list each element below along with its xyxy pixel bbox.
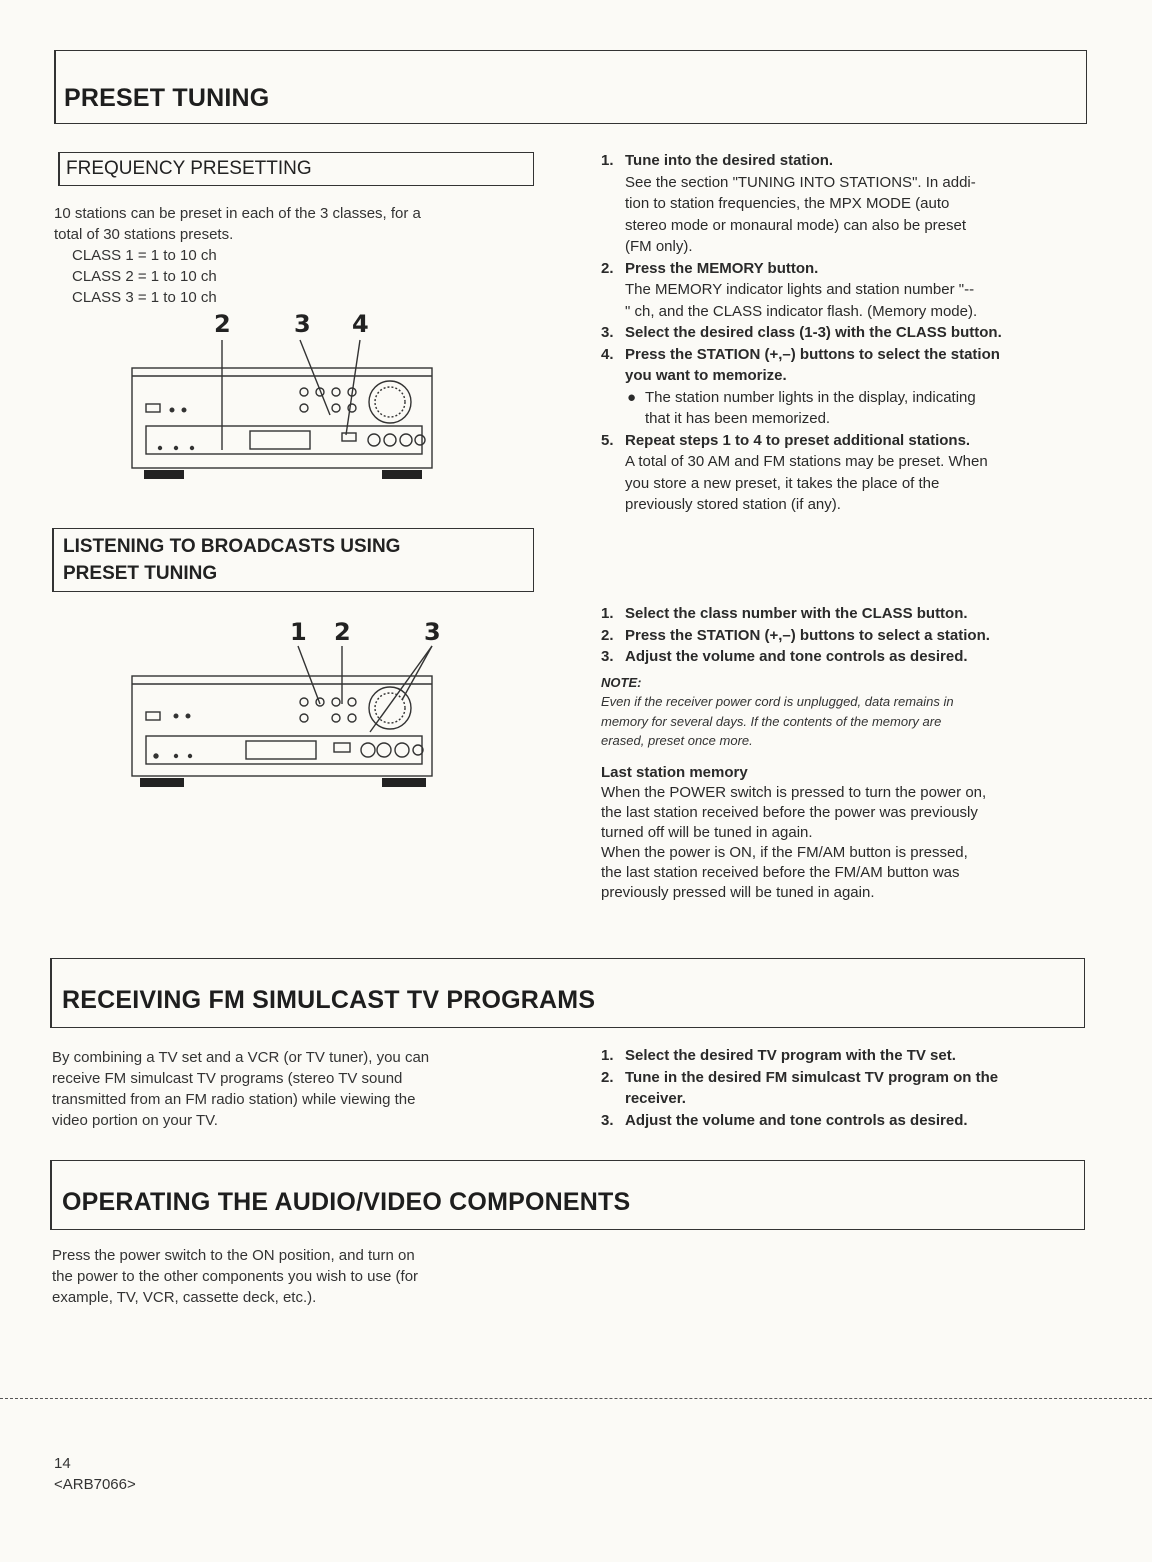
step-heading: Tune in the desired FM simulcast TV program on the bbox=[625, 1068, 999, 1086]
step-heading: Tune into the desired station. bbox=[625, 152, 834, 169]
step-line: previously stored station (if any). bbox=[625, 496, 841, 513]
intro-line: receive FM simulcast TV programs (stereo TV sound bbox=[52, 1070, 403, 1087]
step-line: " ch, and the CLASS indicator flash. (Memory mode). bbox=[625, 302, 978, 320]
simulcast-steps bbox=[601, 1045, 1091, 1131]
step-number: 2. bbox=[601, 626, 614, 644]
callout-1: 1 bbox=[290, 618, 307, 646]
page-footer bbox=[54, 1453, 136, 1495]
step-heading: you want to memorize. bbox=[625, 367, 787, 384]
note-text bbox=[601, 692, 1091, 751]
note-line: memory for several days. If the contents of the memory are bbox=[601, 713, 942, 729]
listening-title-line: PRESET TUNING bbox=[63, 563, 218, 584]
listening-step-3 bbox=[601, 646, 1091, 668]
intro-line: 10 stations can be preset in each of the 3 classes, for a bbox=[54, 205, 421, 222]
step-line: stereo mode or monaural mode) can also be preset bbox=[625, 216, 967, 234]
simulcast-step-2 bbox=[601, 1067, 1091, 1110]
step-line: See the section "TUNING INTO STATIONS". In addi- bbox=[625, 173, 976, 191]
last-memory-line: previously pressed will be tuned in again. bbox=[601, 884, 875, 901]
page-title: PRESET TUNING bbox=[64, 84, 270, 112]
intro-line: By combining a TV set and a VCR (or TV tuner), you can bbox=[52, 1049, 430, 1066]
step-4 bbox=[601, 344, 1091, 430]
listening-steps bbox=[601, 603, 1091, 668]
class-line: CLASS 1 = 1 to 10 ch bbox=[72, 247, 217, 264]
intro-line: transmitted from an FM radio station) while viewing the bbox=[52, 1091, 416, 1108]
receiver-illustration-preset bbox=[120, 330, 450, 490]
last-memory-title: Last station memory bbox=[601, 764, 748, 781]
step-5 bbox=[601, 430, 1091, 516]
divider-line bbox=[0, 1398, 1152, 1399]
simulcast-intro bbox=[52, 1047, 552, 1131]
step-line: A total of 30 AM and FM stations may be preset. When bbox=[625, 453, 988, 470]
step-number: 4. bbox=[601, 345, 614, 363]
frequency-steps bbox=[601, 150, 1091, 516]
receiver-illustration-listening bbox=[120, 640, 450, 800]
step-heading: receiver. bbox=[625, 1090, 686, 1107]
callout-3: 3 bbox=[294, 310, 311, 338]
last-memory-line: the last station received before the FM/AM button was bbox=[601, 864, 960, 881]
class-line: CLASS 2 = 1 to 10 ch bbox=[72, 268, 217, 285]
step-heading: Select the class number with the CLASS button. bbox=[625, 605, 968, 622]
av-intro bbox=[52, 1245, 552, 1308]
note-line: erased, preset once more. bbox=[601, 733, 753, 748]
step-number: 3. bbox=[601, 324, 614, 341]
step-line: (FM only). bbox=[625, 238, 693, 255]
step-body bbox=[601, 279, 1091, 322]
bullet-line: The station number lights in the display, indicating bbox=[645, 388, 976, 406]
step-heading: Press the STATION (+,–) buttons to select the station bbox=[625, 345, 1000, 363]
last-memory-line: the last station received before the power was previously bbox=[601, 804, 978, 821]
listening-step-1 bbox=[601, 603, 1091, 625]
last-memory-line: When the power is ON, if the FM/AM button is pressed, bbox=[601, 844, 968, 861]
step-heading: Select the desired TV program with the TV set. bbox=[625, 1047, 956, 1064]
step-2 bbox=[601, 258, 1091, 323]
last-memory-line: When the POWER switch is pressed to turn the power on, bbox=[601, 784, 987, 801]
av-line: example, TV, VCR, cassette deck, etc.). bbox=[52, 1289, 317, 1306]
document-code: <ARB7066> bbox=[54, 1476, 136, 1493]
frequency-presetting-title: FREQUENCY PRESETTING bbox=[66, 158, 312, 179]
step-heading: Select the desired class (1-3) with the CLASS button. bbox=[625, 324, 1002, 341]
step-number: 1. bbox=[601, 152, 614, 169]
step-bullet bbox=[625, 387, 1091, 430]
intro-line: total of 30 stations presets. bbox=[54, 226, 234, 243]
step-heading: Adjust the volume and tone controls as desired. bbox=[625, 648, 968, 665]
step-number: 2. bbox=[601, 259, 614, 277]
class-line: CLASS 3 = 1 to 10 ch bbox=[72, 289, 217, 306]
step-number: 2. bbox=[601, 1068, 614, 1086]
step-number: 3. bbox=[601, 648, 614, 665]
simulcast-title: RECEIVING FM SIMULCAST TV PROGRAMS bbox=[62, 986, 596, 1014]
frequency-intro bbox=[54, 203, 544, 308]
bullet-icon: ● bbox=[627, 388, 637, 406]
step-heading: Press the STATION (+,–) buttons to select a station. bbox=[625, 626, 990, 644]
step-heading: Adjust the volume and tone controls as desired. bbox=[625, 1111, 968, 1129]
av-line: Press the power switch to the ON position, and turn on bbox=[52, 1247, 415, 1264]
step-body bbox=[601, 172, 1091, 258]
step-1 bbox=[601, 150, 1091, 258]
step-body bbox=[601, 365, 1091, 430]
step-heading: Repeat steps 1 to 4 to preset additional stations. bbox=[625, 431, 971, 449]
step-number: 5. bbox=[601, 431, 614, 449]
step-number: 1. bbox=[601, 605, 614, 622]
intro-line: video portion on your TV. bbox=[52, 1112, 218, 1129]
last-station-memory bbox=[601, 763, 1091, 903]
step-body bbox=[601, 451, 1091, 516]
step-line: tion to station frequencies, the MPX MODE (auto bbox=[625, 195, 950, 212]
simulcast-step-1 bbox=[601, 1045, 1091, 1067]
callout-3: 3 bbox=[424, 618, 441, 646]
av-line: the power to the other components you wish to use (for bbox=[52, 1268, 419, 1285]
callout-2: 2 bbox=[334, 618, 351, 646]
step-line: you store a new preset, it takes the place of the bbox=[625, 474, 940, 492]
av-title: OPERATING THE AUDIO/VIDEO COMPONENTS bbox=[62, 1188, 631, 1216]
callout-2: 2 bbox=[214, 310, 231, 338]
step-heading: Press the MEMORY button. bbox=[625, 259, 819, 277]
step-number: 1. bbox=[601, 1047, 614, 1064]
step-number: 3. bbox=[601, 1111, 614, 1129]
step-3 bbox=[601, 322, 1091, 344]
listening-title bbox=[63, 533, 400, 587]
simulcast-step-3 bbox=[601, 1110, 1091, 1132]
listening-title-line: LISTENING TO BROADCASTS USING bbox=[63, 536, 401, 557]
note-label: NOTE: bbox=[601, 675, 642, 690]
bullet-line: that it has been memorized. bbox=[645, 410, 831, 427]
step-line: The MEMORY indicator lights and station number "-- bbox=[625, 281, 975, 298]
note-line: Even if the receiver power cord is unplugged, data remains in bbox=[601, 694, 954, 709]
listening-step-2 bbox=[601, 625, 1091, 647]
callout-4: 4 bbox=[352, 310, 369, 338]
last-memory-line: turned off will be tuned in again. bbox=[601, 824, 813, 841]
page-number: 14 bbox=[54, 1455, 71, 1472]
